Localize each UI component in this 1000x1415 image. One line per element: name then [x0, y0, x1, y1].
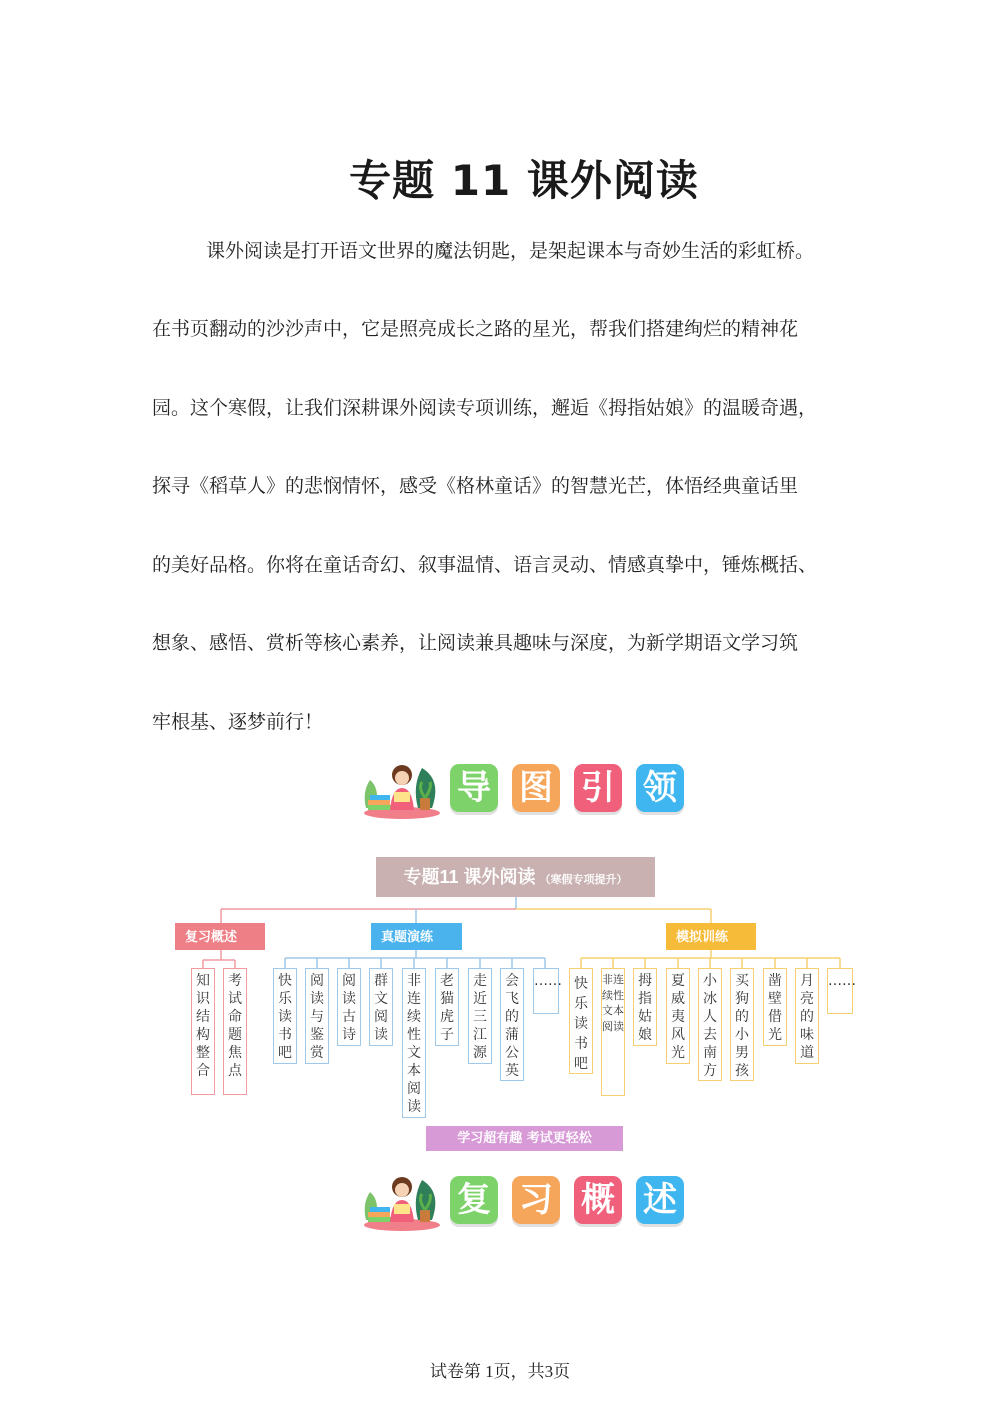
banner-tile: 导 [450, 764, 498, 812]
intro-line: 的美好品格。你将在童话奇幻、叙事温情、语言灵动、情感真挚中，锤炼概括、 [152, 554, 818, 576]
leaf-exam-7: 走近三江源 [468, 968, 492, 1064]
leaf-exam-2: 阅读与鉴赏 [305, 968, 329, 1064]
banner-tile: 复 [450, 1176, 498, 1224]
leaf-exam-3: 阅读古诗 [337, 968, 361, 1046]
banner-tile: 领 [636, 764, 684, 812]
page-title: 专题 11 课外阅读 [349, 156, 699, 205]
intro-line: 想象、感悟、赏析等核心素养，让阅读兼具趣味与深度，为新学期语文学习筑 [152, 632, 799, 654]
leaf-review-1: 知识结构整合 [191, 968, 215, 1095]
leaf-review-2: 考试命题焦点 [223, 968, 247, 1095]
leaf-mock-6: 买狗的小男孩 [730, 968, 754, 1081]
intro-line: 在书页翻动的沙沙声中，它是照亮成长之路的星光，帮我们搭建绚烂的精神花 [152, 318, 799, 340]
leaf-mock-7: 凿壁借光 [763, 968, 787, 1046]
leaf-exam-5: 非连续性文本阅读 [402, 968, 426, 1118]
leaf-mock-8: 月亮的味道 [795, 968, 819, 1064]
intro-line: 牢根基、逐梦前行！ [152, 711, 324, 733]
branch-mock-training: 模拟训练 [666, 923, 756, 950]
leaf-exam-8: 会飞的蒲公英 [500, 968, 524, 1081]
leaf-mock-3: 拇指姑娘 [633, 968, 657, 1046]
leaf-exam-1: 快乐读书吧 [273, 968, 297, 1064]
leaf-mock-1: 快乐读书吧 [569, 968, 593, 1074]
leaf-exam-9: …… [533, 968, 559, 1014]
section-banner-review [362, 1170, 692, 1232]
banner-tile: 习 [512, 1176, 560, 1224]
leaf-mock-4: 夏威夷风光 [666, 968, 690, 1064]
leaf-exam-6: 老猫虎子 [435, 968, 459, 1046]
mind-map-ribbon: 学习超有趣 考试更轻松 [426, 1126, 623, 1151]
leaf-mock-5: 小冰人去南方 [698, 968, 722, 1081]
mind-map-root-subtitle: （寒假专项提升） [539, 874, 628, 886]
intro-line: 课外阅读是打开语文世界的魔法钥匙，是架起课本与奇妙生活的彩虹桥。 [206, 240, 815, 262]
leaf-exam-4: 群文阅读 [369, 968, 393, 1046]
branch-review: 复习概述 [175, 923, 265, 950]
banner-tile: 图 [512, 764, 560, 812]
mind-map-root-title: 专题11 课外阅读 [403, 867, 536, 887]
reading-girl-illustration [362, 1170, 444, 1232]
intro-line: 探寻《稻草人》的悲悯情怀，感受《格林童话》的智慧光芒，体悟经典童话里 [152, 475, 799, 497]
banner-tile: 概 [574, 1176, 622, 1224]
page-footer: 试卷第 1页，共3页 [429, 1362, 571, 1381]
mind-map-root [376, 857, 655, 897]
banner-tile: 述 [636, 1176, 684, 1224]
leaf-mock-2: 非连续性文本阅读 [601, 968, 625, 1096]
intro-line: 园。这个寒假，让我们深耕课外阅读专项训练，邂逅《拇指姑娘》的温暖奇遇， [152, 397, 818, 419]
banner-tile: 引 [574, 764, 622, 812]
branch-past-exams: 真题演练 [371, 923, 462, 950]
leaf-mock-9: …… [827, 968, 853, 1014]
